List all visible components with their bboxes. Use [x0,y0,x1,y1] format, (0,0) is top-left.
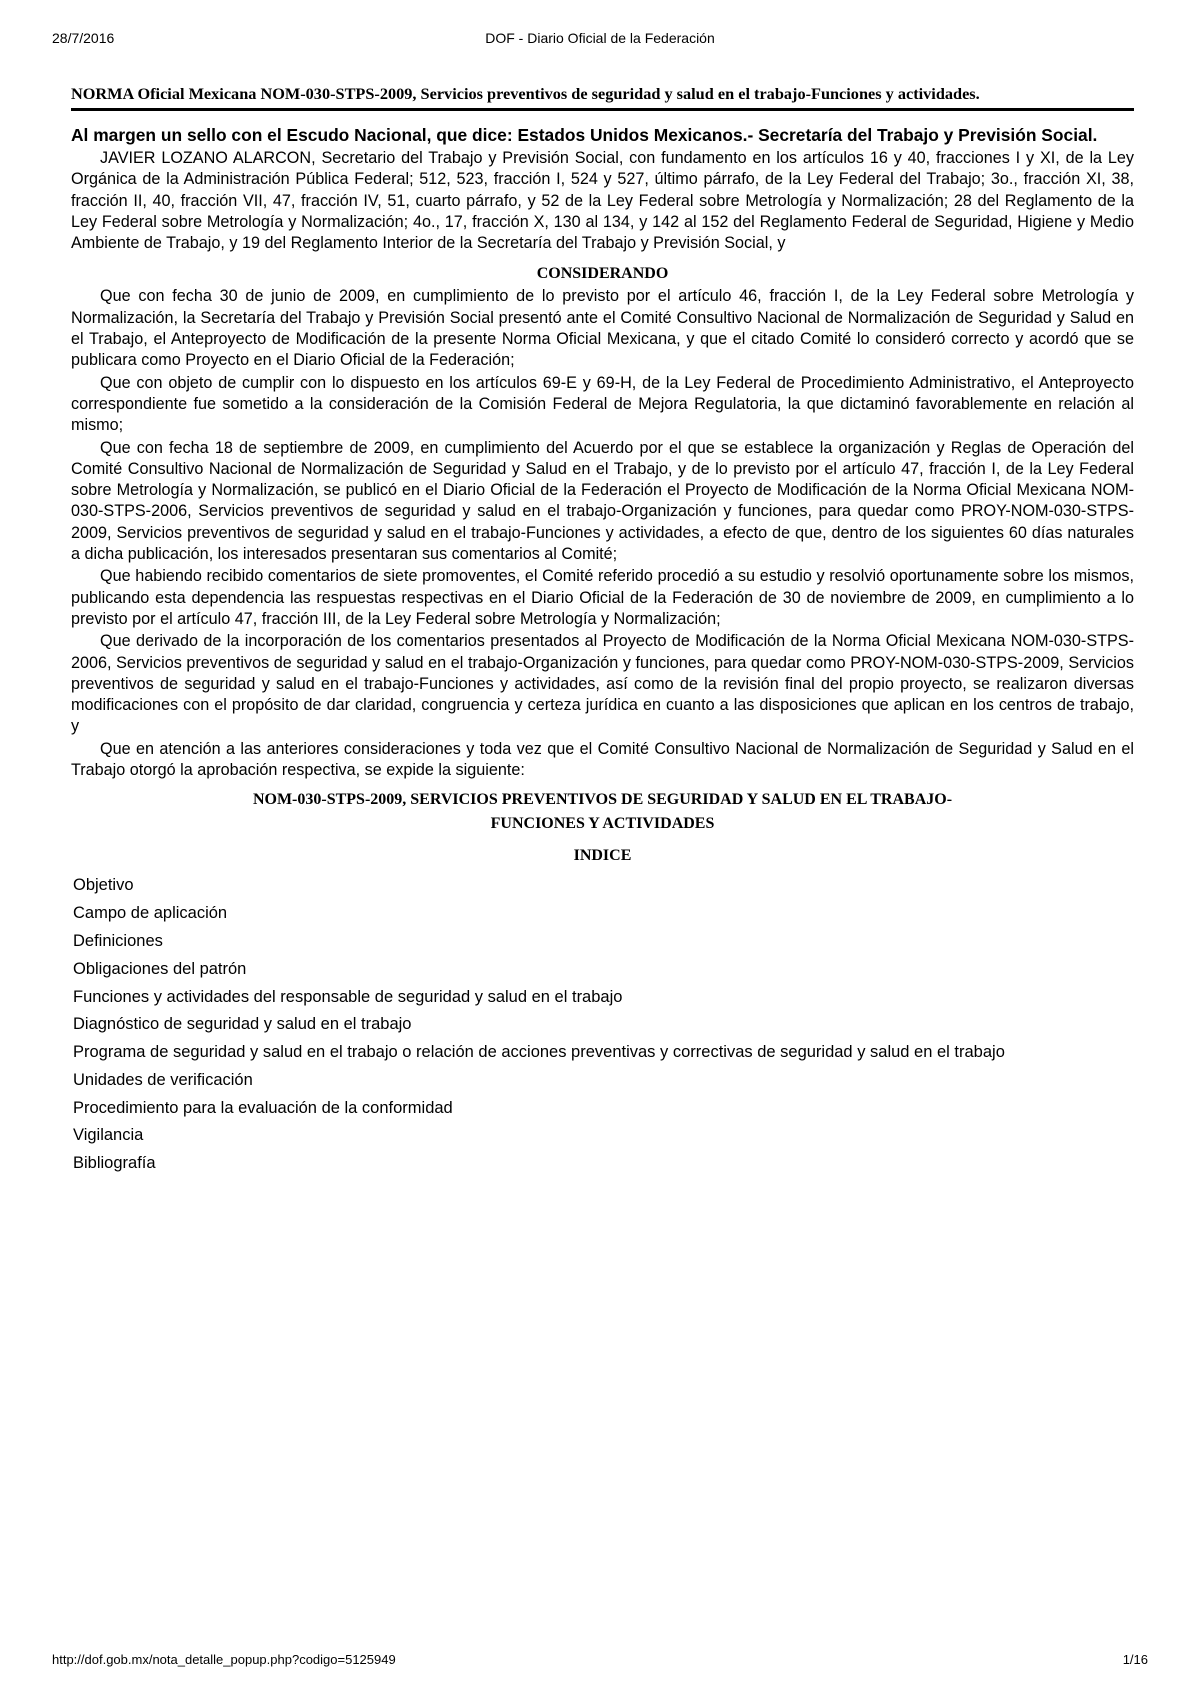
index-item: Campo de aplicación [73,904,228,923]
print-url: http://dof.gob.mx/nota_detalle_popup.php?codigo=5125949 [52,1652,396,1667]
print-site-title: DOF - Diario Oficial de la Federación [485,30,715,46]
index-item: Procedimiento para la evaluación de la conformidad [73,1098,453,1117]
considerando-paragraph: Que habiendo recibido comentarios de siete promoventes, el Comité referido procedió a su estudio y resolvió oportunamente sobre los mismos, publicando esta dependencia las respuestas respectivas en el Diario Oficial de la Federación de 30 de noviembre de 2009, en cumplimiento a lo previsto por el artículo 47, fracción III, de la Ley Federal sobre Metrología y Normalización; [71,567,1134,628]
considerando-paragraph: Que derivado de la incorporación de los comentarios presentados al Proyecto de Modificación de la Norma Oficial Mexicana NOM-030-STPS-2006, Servicios preventivos de seguridad y salud en el trabajo-Organización y funciones, para quedar como PROY-NOM-030-STPS-2009, Servicios preventivos de seguridad y salud en el trabajo-Funciones y actividades, así como de la revisión final del propio proyecto, se realizaron diversas modificaciones con el propósito de dar claridad, congruencia y certeza jurídica en cuanto a las disposiciones que aplican en los centros de trabajo, y [71,632,1134,736]
print-footer [52,1652,1148,1672]
nom-title [71,788,1134,836]
index-heading: INDICE [573,847,632,865]
considerando-paragraph: Que con objeto de cumplir con lo dispuesto en los artículos 69-E y 69-H, de la Ley Federal de Procedimiento Administrativo, el Anteproyecto correspondiente fue sometido a la consideración de la Comisión Federal de Mejora Regulatoria, la que dictaminó favorablemente en relación al mismo; [71,373,1134,435]
index-item: Programa de seguridad y salud en el trabajo o relación de acciones preventivas y correctivas de seguridad y salud en el trabajo [73,1043,1005,1062]
page-number: 1/16 [1122,1652,1148,1667]
index-item: Obligaciones del patrón [73,959,247,978]
index-item: Unidades de verificación [73,1070,253,1089]
index-list [71,872,1134,1178]
nom-title-line: NOM-030-STPS-2009, SERVICIOS PREVENTIVOS DE SEGURIDAD Y SALUD EN EL TRABAJO- [252,791,953,809]
document-body [71,84,1134,1178]
index-item: Vigilancia [73,1126,144,1145]
print-header [52,30,1148,50]
seal-line: Al margen un sello con el Escudo Nacional, que dice: Estados Unidos Mexicanos.- Secretaría del Trabajo y Previsión Social. [71,125,1098,145]
index-item: Funciones y actividades del responsable de seguridad y salud en el trabajo [73,987,623,1006]
document-title: NORMA Oficial Mexicana NOM-030-STPS-2009, Servicios preventivos de seguridad y salud en el trabajo-Funciones y actividades. [71,84,1134,111]
considerando-paragraph: Que en atención a las anteriores consideraciones y toda vez que el Comité Consultivo Nacional de Normalización de Seguridad y Salud en el Trabajo otorgó la aprobación respectiva, se expide la siguiente: [71,739,1134,780]
index-item: Bibliografía [73,1154,156,1173]
considerando-paragraph: Que con fecha 18 de septiembre de 2009, en cumplimiento del Acuerdo por el que se establece la organización y Reglas de Operación del Comité Consultivo Nacional de Normalización de Seguridad y Salud en el Trabajo, y de lo previsto por el artículo 47, fracción I, de la Ley Federal sobre Metrología y Normalización, se publicó en el Diario Oficial de la Federación el Proyecto de Modificación de la Norma Oficial Mexicana NOM-030-STPS-2006, Servicios preventivos de seguridad y salud en el trabajo-Organización y funciones, para quedar como PROY-NOM-030-STPS-2009, Servicios preventivos de seguridad y salud en el trabajo-Funciones y actividades, a efecto de que, dentro de los siguientes 60 días naturales a dicha publicación, los interesados presentaran sus comentarios al Comité; [71,438,1134,564]
nom-title-line: FUNCIONES Y ACTIVIDADES [490,815,715,833]
index-item: Diagnóstico de seguridad y salud en el trabajo [73,1015,412,1034]
index-item: Definiciones [73,931,163,950]
considerando-paragraph: Que con fecha 30 de junio de 2009, en cumplimiento de lo previsto por el artículo 46, fracción I, de la Ley Federal sobre Metrología y Normalización, la Secretaría del Trabajo y Previsión Social presentó ante el Comité Consultivo Nacional de Normalización de Seguridad y Salud en el Trabajo, el Anteproyecto de Modificación de la presente Norma Oficial Mexicana, y que el citado Comité lo consideró correcto y acordó que se publicara como Proyecto en el Diario Oficial de la Federación; [71,287,1134,370]
considerando-heading: CONSIDERANDO [536,265,669,283]
print-date: 28/7/2016 [52,30,115,46]
index-item: Objetivo [73,876,134,895]
intro-paragraph: JAVIER LOZANO ALARCON, Secretario del Trabajo y Previsión Social, con fundamento en los artículos 16 y 40, fracciones I y XI, de la Ley Orgánica de la Administración Pública Federal; 512, 523, fracción I, 524 y 527, último párrafo, de la Ley Federal del Trabajo; 3o., fracción XI, 38, fracción II, 40, fracción VII, 47, fracción IV, 51, cuarto párrafo, y 52 de la Ley Federal sobre Metrología y Normalización; 28 del Reglamento de la Ley Federal sobre Metrología y Normalización; 4o., 17, fracción X, 130 al 134, y 142 al 152 del Reglamento Federal de Seguridad, Higiene y Medio Ambiente de Trabajo, y 19 del Reglamento Interior de la Secretaría del Trabajo y Previsión Social, y [71,149,1134,253]
